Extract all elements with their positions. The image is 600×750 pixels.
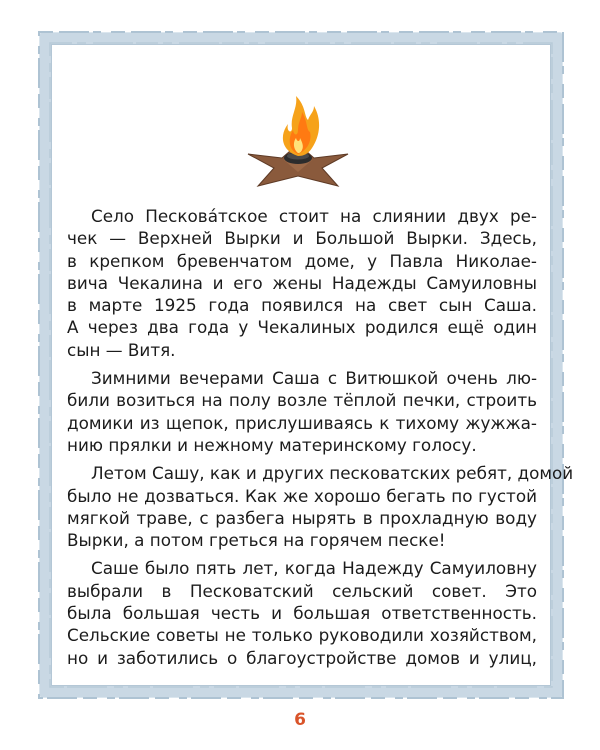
text-line: Летом Сашу, как и других песковатских ребят, домой <box>91 463 574 484</box>
text-line: Сельские советы не только руководили хозяйством, <box>67 625 537 646</box>
text-line: домики из щепок, прислушиваясь к тихому жужжа- <box>67 412 537 433</box>
text-line: в крепком бревенчатом доме, у Павла Николае- <box>67 250 537 271</box>
text-line: в марте 1925 года появился на свет сын Саша. <box>67 295 537 316</box>
text-line: мягкой траве, с разбега нырять в прохладную воду <box>67 507 537 528</box>
text-line: Зимними вечерами Саша с Витюшкой очень лю- <box>91 368 537 389</box>
paragraph-3 <box>67 462 574 551</box>
text-line: было не дозваться. Как же хорошо бегать по густой <box>67 485 537 506</box>
text-line: выбрали в Песковатский сельский совет. Это <box>67 580 537 601</box>
text-line: вича Чекалина и его жены Надежды Самуиловны <box>67 272 537 293</box>
text-line: чек — Верхней Вырки и Большой Вырки. Здесь, <box>67 228 537 249</box>
page-number: 6 <box>294 710 306 730</box>
text-line: били возиться на полу возле тёплой печки, строить <box>67 390 537 411</box>
paragraph-1 <box>67 205 537 361</box>
eternal-flame-icon <box>236 92 360 188</box>
text-line: сын — Витя. <box>67 339 176 360</box>
text-line: Саше было пять лет, когда Надежду Самуиловну <box>91 558 537 579</box>
paragraph-4 <box>67 557 537 668</box>
text-line: нию прялки и нежному материнскому голосу. <box>67 434 477 455</box>
text-line: А через два года у Чекалиных родился ещё один <box>67 317 537 338</box>
text-line: но и заботились о благоустройстве домов и улиц, <box>67 647 537 668</box>
text-line: Вырки, а потом греться на горячем песке! <box>67 530 446 551</box>
text-line: была большая честь и большая ответственность. <box>67 603 537 624</box>
story-text <box>67 205 574 669</box>
text-line: Село Песковáтское стоит на слиянии двух ре- <box>91 206 537 226</box>
paragraph-2 <box>67 367 537 456</box>
